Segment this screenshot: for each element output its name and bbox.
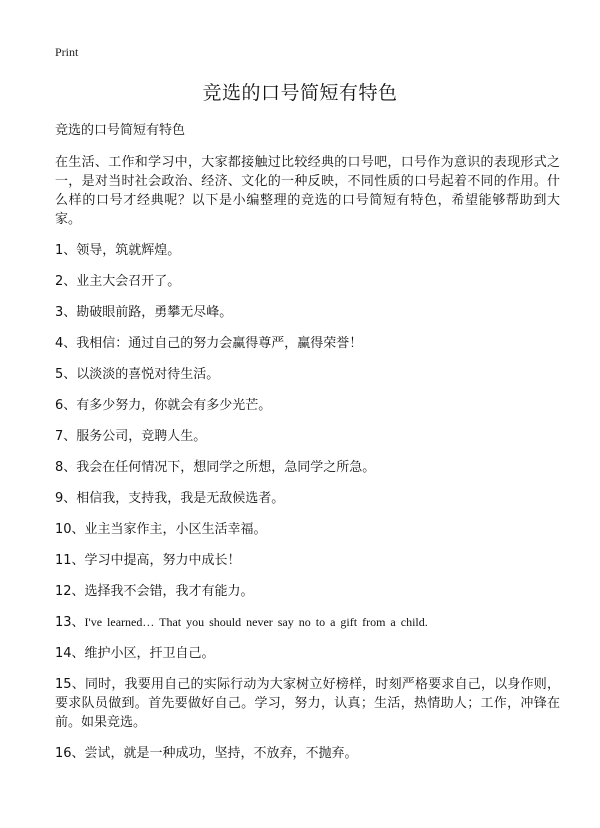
document-body xyxy=(55,121,560,775)
slogan-item xyxy=(55,241,560,260)
slogan-text: 以淡淡的喜悦对待生活。 xyxy=(76,367,220,382)
slogan-number: 8、 xyxy=(55,460,77,475)
slogan-item xyxy=(55,582,560,601)
slogan-item xyxy=(55,396,560,415)
slogan-number: 9、 xyxy=(55,491,77,506)
slogan-item xyxy=(55,551,560,570)
slogan-number: 10、 xyxy=(55,522,85,537)
slogan-number: 14、 xyxy=(55,646,85,661)
slogan-text: 我相信：通过自己的努力会赢得尊严，赢得荣誉！ xyxy=(76,336,363,351)
slogan-text: I've learned… That you should never say no to a gift from a child. xyxy=(84,615,428,629)
slogan-item xyxy=(55,613,560,632)
slogan-item xyxy=(55,644,560,663)
slogan-text: 同时，我要用自己的实际行动为大家树立好榜样，时刻严格要求自己，以身作则，要求队员做到。首先要做好自己。学习，努力，认真；生活，热情助人；工作，冲锋在前。如果竞选。 xyxy=(55,677,560,730)
slogan-number: 3、 xyxy=(55,305,77,320)
slogan-number: 13、 xyxy=(55,615,85,630)
slogan-text: 尝试，就是一种成功，坚持，不放弃，不抛弃。 xyxy=(84,746,358,761)
slogan-text: 相信我，支持我，我是无敌候选者。 xyxy=(76,491,285,506)
slogan-item xyxy=(55,675,560,732)
slogan-text: 选择我不会错，我才有能力。 xyxy=(84,584,254,599)
document-subtitle: 竞选的口号简短有特色 xyxy=(55,123,186,138)
slogan-number: 16、 xyxy=(55,746,85,761)
slogan-item xyxy=(55,272,560,291)
slogan-number: 7、 xyxy=(55,429,77,444)
slogan-text: 学习中提高，努力中成长！ xyxy=(84,553,241,568)
slogan-item xyxy=(55,365,560,384)
slogan-text: 勘破眼前路，勇攀无尽峰。 xyxy=(76,305,233,320)
slogan-number: 2、 xyxy=(55,274,77,289)
document-title: 竞选的口号简短有特色 xyxy=(202,82,398,104)
slogan-item xyxy=(55,520,560,539)
slogan-number: 12、 xyxy=(55,584,85,599)
slogan-number: 5、 xyxy=(55,367,77,382)
slogan-text: 业主大会召开了。 xyxy=(76,274,181,289)
slogan-item xyxy=(55,744,560,763)
slogan-number: 1、 xyxy=(55,243,77,258)
print-link[interactable]: Print xyxy=(55,45,79,59)
slogan-text: 维护小区，扞卫自己。 xyxy=(84,646,215,661)
slogan-number: 15、 xyxy=(55,677,85,692)
slogan-text: 有多少努力，你就会有多少光芒。 xyxy=(76,398,272,413)
slogan-item xyxy=(55,427,560,446)
slogan-text: 我会在任何情况下，想同学之所想，急同学之所急。 xyxy=(76,460,376,475)
slogan-item xyxy=(55,303,560,322)
slogan-text: 业主当家作主，小区生活幸福。 xyxy=(84,522,267,537)
slogan-item xyxy=(55,489,560,508)
slogan-text: 服务公司，竞聘人生。 xyxy=(76,429,207,444)
slogan-number: 6、 xyxy=(55,398,77,413)
slogan-item xyxy=(55,334,560,353)
intro-paragraph: 在生活、工作和学习中，大家都接触过比较经典的口号吧，口号作为意识的表现形式之一，是对当时社会政治、经济、文化的一种反映，不同性质的口号起着不同的作用。什么样的口号才经典呢？以下是小编整理的竞选的口号简短有特色，希望能够帮助到大家。 xyxy=(55,155,560,227)
slogan-item xyxy=(55,458,560,477)
slogan-number: 4、 xyxy=(55,336,77,351)
slogan-number: 11、 xyxy=(55,553,85,568)
slogan-text: 领导，筑就辉煌。 xyxy=(76,243,181,258)
